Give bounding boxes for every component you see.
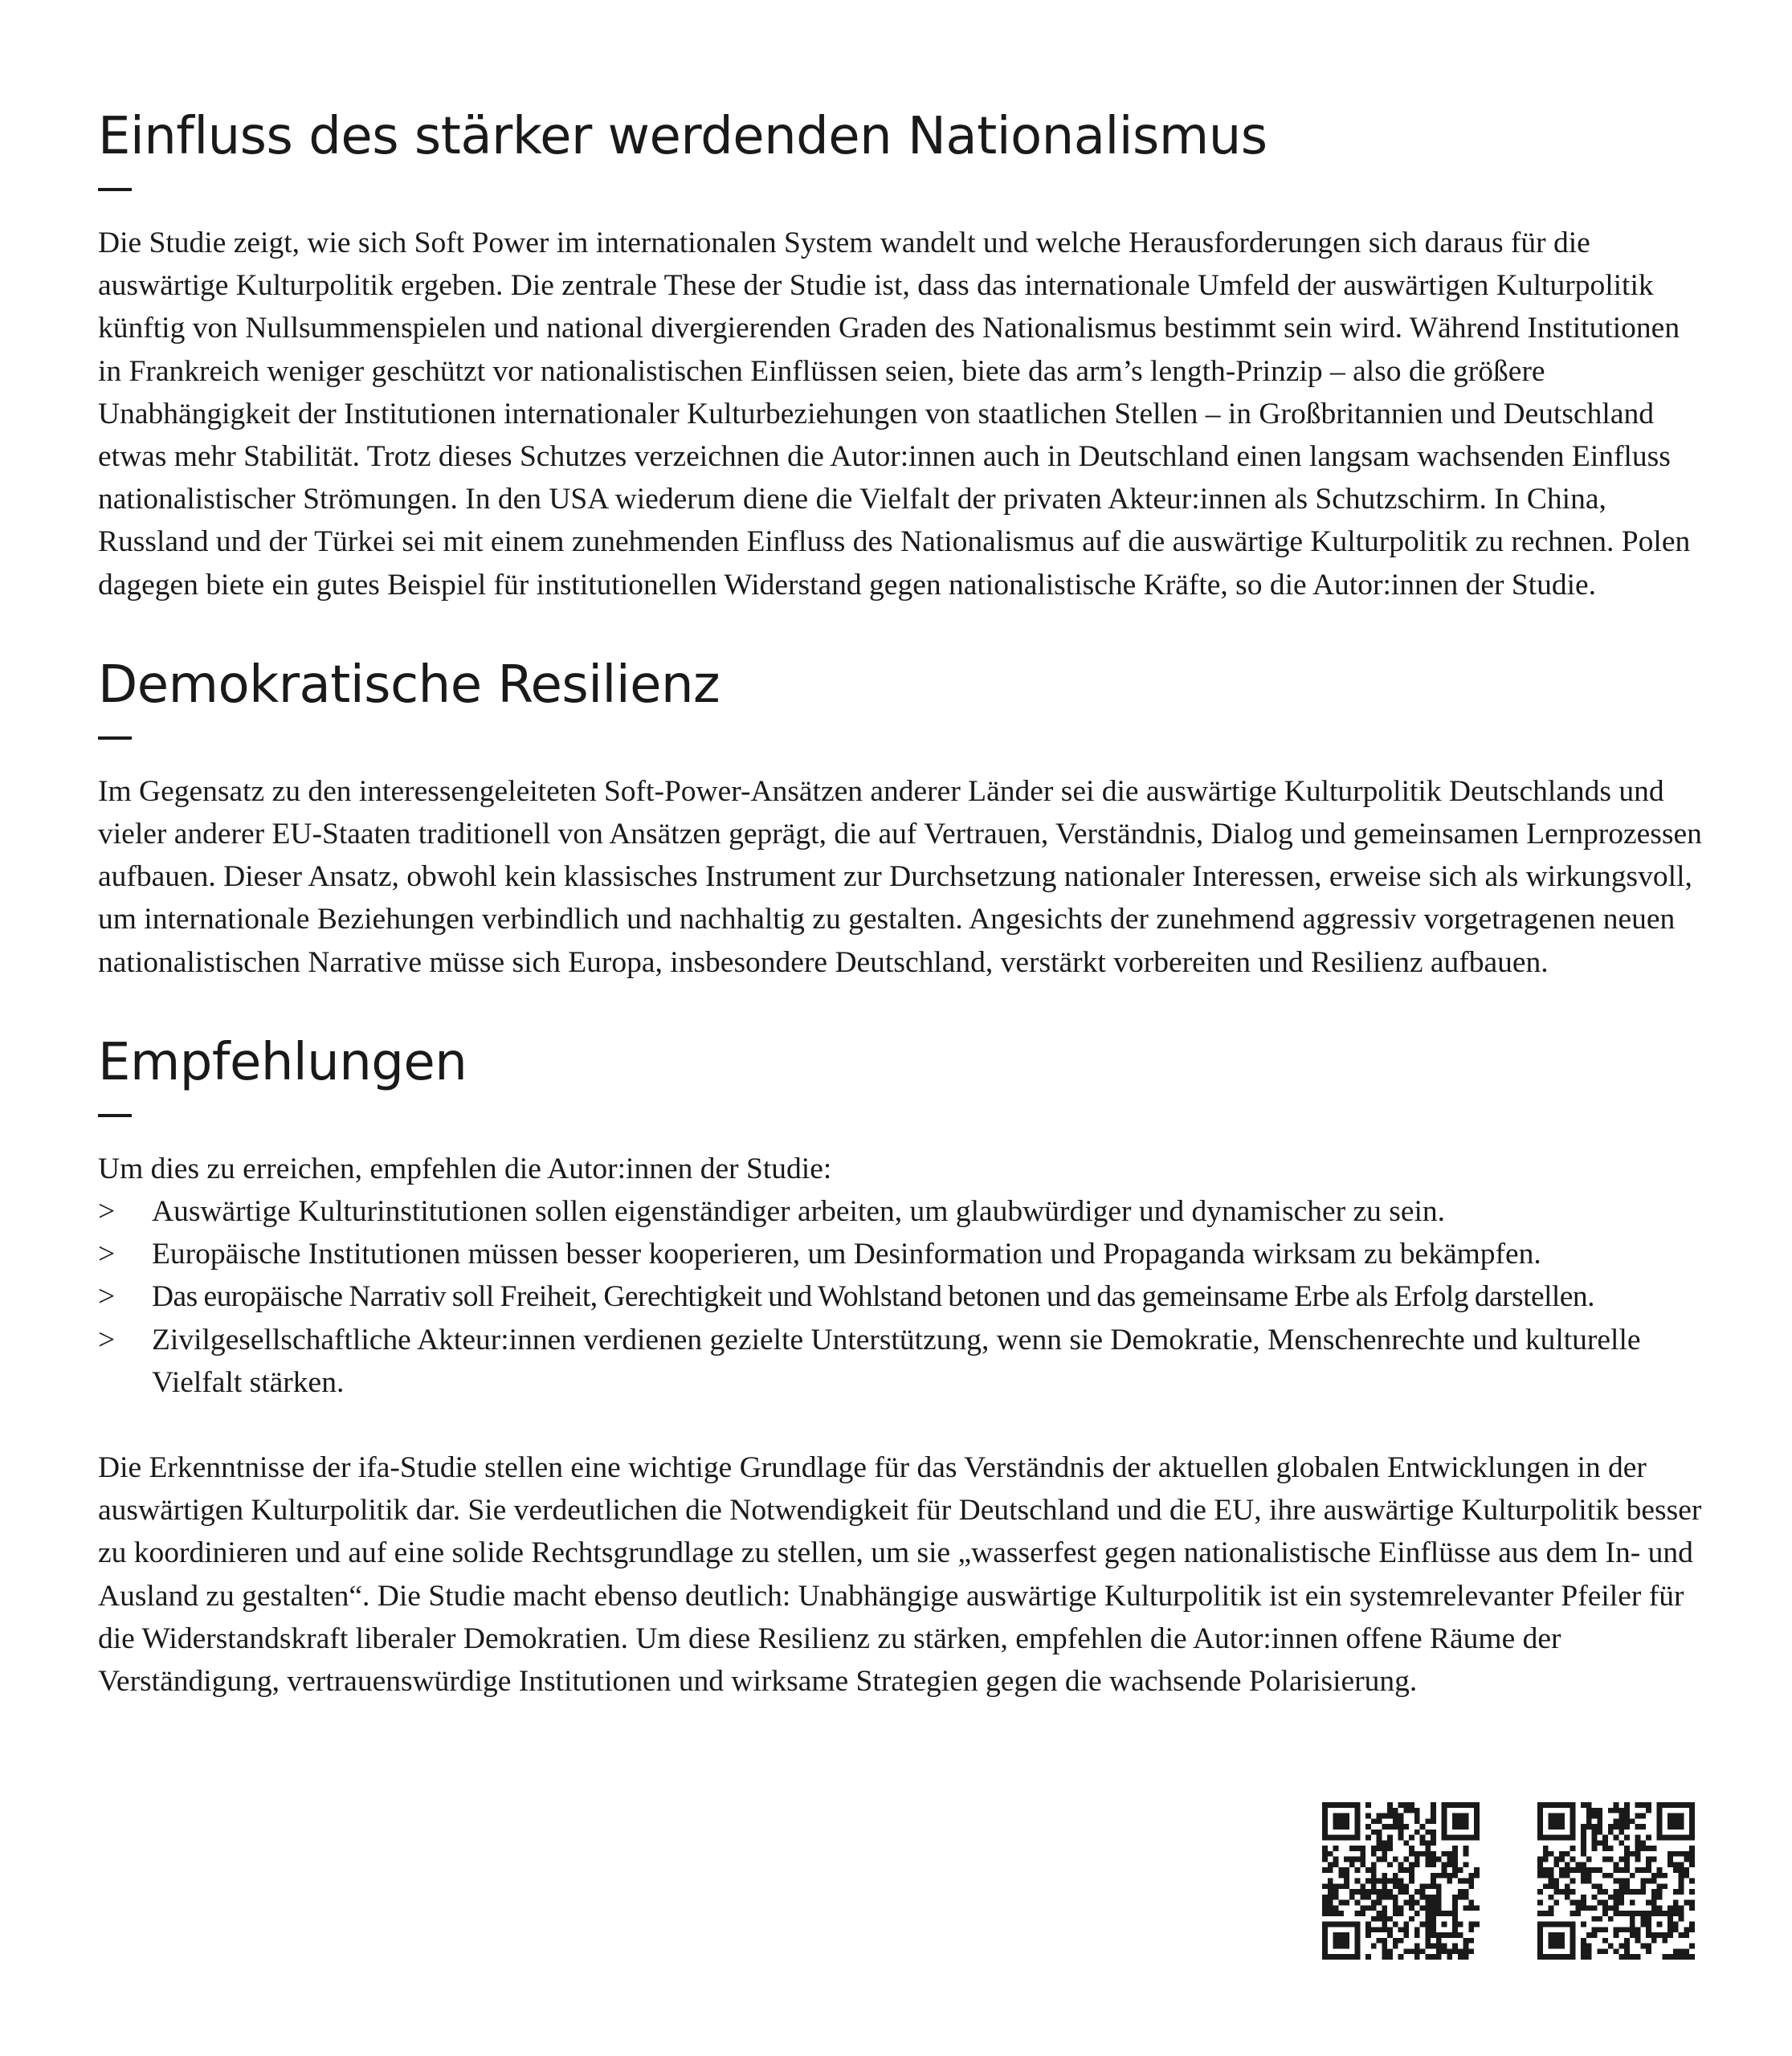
section-heading: Demokratische Resilienz bbox=[98, 655, 720, 715]
recommendations-intro: Um dies zu erreichen, empfehlen die Autor:innen der Studie: bbox=[98, 1152, 832, 1185]
section-heading: Einfluss des stärker werdenden Nationalismus bbox=[98, 107, 1267, 166]
section-paragraph: Im Gegensatz zu den interessengeleiteten Soft-Power-Ansätzen anderer Länder sei die auswärtige Kulturpolitik Deutschlands und vieler anderer EU-Staaten traditionell von Ansätzen geprägt, die auf Vertrauen, Verständnis, Dialog und gemeinsamen Lernprozessen aufbauen. Dieser Ansatz, obwohl kein klassisches Instrument zur Durchsetzung nationaler Interessen, erweise sich als wirkungsvoll, um internationale Beziehungen verbindlich und nachhaltig zu gestalten. Angesichts der zunehmend aggressiv vorgetragenen neuen nationalistischen Narrative müsse sich Europa, insbesondere Deutschland, verstärkt vorbereiten und Resilienz aufbauen. bbox=[98, 774, 1702, 979]
section-recommendations bbox=[98, 1030, 1704, 1703]
section-nationalism bbox=[98, 104, 1704, 606]
list-item-text: Das europäische Narrativ soll Freiheit, Gerechtigkeit und Wohlstand betonen und das gemeinsame Erbe als Erfolg darstellen. bbox=[152, 1280, 1594, 1314]
recommendations-list bbox=[98, 1190, 1704, 1404]
chevron-right-icon: > bbox=[98, 1238, 116, 1271]
list-item bbox=[98, 1275, 1704, 1318]
list-item-text: Zivilgesellschaftliche Akteur:innen verdienen gezielte Unterstützung, wenn sie Demokratie, Menschenrechte und kulturelle Vielfalt stärken. bbox=[152, 1323, 1641, 1399]
chevron-right-icon: > bbox=[98, 1323, 116, 1356]
chevron-right-icon: > bbox=[98, 1280, 115, 1314]
list-item-text: Auswärtige Kulturinstitutionen sollen eigenständiger arbeiten, um glaubwürdiger und dynamischer zu sein. bbox=[152, 1195, 1446, 1229]
article bbox=[98, 104, 1704, 1703]
section-paragraph: Die Studie zeigt, wie sich Soft Power im internationalen System wandelt und welche Herausforderungen sich daraus für die auswärtige Kulturpolitik ergeben. Die zentrale These der Studie ist, dass das internationale Umfeld der auswärtigen Kulturpolitik künftig von Nullsummenspielen und national divergierenden Graden des Nationalismus bestimmt sein wird. Während Institutionen in Frankreich weniger geschützt vor nationalistischen Einflüssen seien, biete das arm’s length-Prinzip – also die größere Unabhängigkeit der Institutionen internationaler Kulturbeziehungen von staatlichen Stellen – in Großbritannien und Deutschland etwas mehr Stabilität. Trotz dieses Schutzes verzeichnen die Autor:innen auch in Deutschland einen langsam wachsenden Einfluss nationalistischer Strömungen. In den USA wiederum diene die Vielfalt der privaten Akteur:innen als Schutzschirm. In China, Russland und der Türkei sei mit einem zunehmenden Einfluss des Nationalismus auf die auswärtige Kulturpolitik zu rechnen. Polen dagegen biete ein gutes Beispiel für institutionellen Widerstand gegen nationalistische Kräfte, so die Autor:innen der Studie. bbox=[98, 226, 1691, 602]
list-item-text: Europäische Institutionen müssen besser kooperieren, um Desinformation und Propaganda wirksam zu bekämpfen. bbox=[152, 1238, 1541, 1271]
list-item bbox=[98, 1190, 1704, 1233]
heading-rule bbox=[98, 188, 132, 191]
qr-code-icon[interactable] bbox=[1322, 1802, 1480, 1960]
section-resilience bbox=[98, 653, 1704, 984]
section-heading: Empfehlungen bbox=[98, 1032, 467, 1092]
list-item bbox=[98, 1233, 1704, 1275]
heading-rule bbox=[98, 1114, 132, 1117]
qr-code-icon[interactable] bbox=[1537, 1802, 1695, 1960]
heading-rule bbox=[98, 736, 132, 740]
closing-paragraph: Die Erkenntnisse der ifa-Studie stellen eine wichtige Grundlage für das Verständnis der aktuellen globalen Entwicklungen in der auswärtigen Kulturpolitik dar. Sie verdeutlichen die Notwendigkeit für Deutschland und die EU, ihre auswärtige Kulturpolitik besser zu koordinieren und auf eine solide Rechtsgrundlage zu stellen, um sie „wasserfest gegen nationalistische Einflüsse aus dem In- und Ausland zu gestalten“. Die Studie macht ebenso deutlich: Unabhängige auswärtige Kulturpolitik ist ein systemrelevanter Pfeiler für die Widerstandskraft liberaler Demokratien. Um diese Resilienz zu stärken, empfehlen die Autor:innen offene Räume der Verständigung, vertrauenswürdige Institutionen und wirksame Strategien gegen die wachsende Polarisierung. bbox=[98, 1451, 1702, 1699]
qr-code-group bbox=[1322, 1802, 1700, 1960]
list-item bbox=[98, 1319, 1704, 1404]
chevron-right-icon: > bbox=[98, 1195, 116, 1229]
